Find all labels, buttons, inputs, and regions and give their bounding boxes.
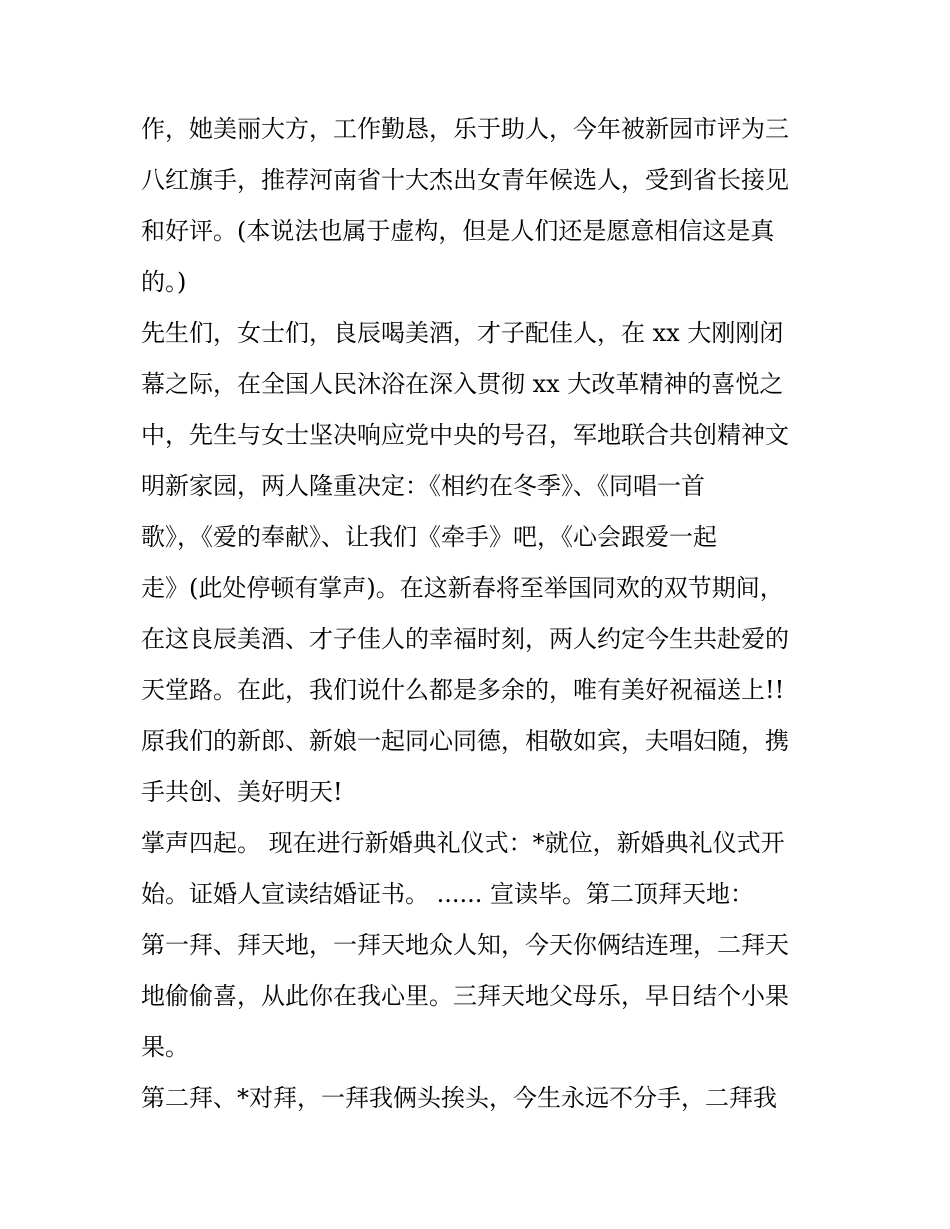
text-line: 在这良辰美酒、才子佳人的幸福时刻，两人约定今生共赴爱的: [141, 625, 789, 653]
text-line: 第二拜、*对拜，一拜我俩头挨头，今生永远不分手，二拜我: [141, 1084, 777, 1112]
text-line: 果。: [141, 1033, 189, 1061]
text-line: 手共创、美好明天!: [141, 778, 343, 806]
text-line: 和好评。(本说法也属于虚构，但是人们还是愿意相信这是真: [141, 217, 775, 245]
text-line: 的。): [141, 268, 187, 296]
text-line: 地偷偷喜，从此你在我心里。三拜天地父母乐，早日结个小果: [141, 982, 789, 1010]
text-line: 八红旗手，推荐河南省十大杰出女青年候选人，受到省长接见: [141, 166, 789, 194]
text-line: 作，她美丽大方，工作勤恳，乐于助人，今年被新园市评为三: [141, 115, 789, 143]
text-line: 掌声四起。 现在进行新婚典礼仪式：*就位，新婚典礼仪式开: [141, 829, 785, 857]
text-line: 歌》，《爱的奉献》、让我们《牵手》吧，《心会跟爱一起: [141, 523, 717, 551]
text-line: 明新家园，两人隆重决定：《相约在冬季》、《同唱一首: [141, 472, 705, 500]
text-line: 原我们的新郎、新娘一起同心同德，相敬如宾，夫唱妇随，携: [141, 727, 789, 755]
text-line: 始。证婚人宣读结婚证书。 ...... 宣读毕。第二顶拜天地：: [141, 880, 755, 908]
text-line: 幕之际，在全国人民沐浴在深入贯彻 xx 大改革精神的喜悦之: [141, 370, 784, 398]
text-line: 走》(此处停顿有掌声)。在这新春将至举国同欢的双节期间，: [141, 574, 784, 602]
text-line: 第一拜、拜天地，一拜天地众人知，今天你俩结连理，二拜天: [141, 931, 789, 959]
text-line: 先生们，女士们，良辰喝美酒，才子配佳人，在 xx 大刚刚闭: [141, 319, 784, 347]
text-line: 中，先生与女士坚决响应党中央的号召，军地联合共创精神文: [141, 421, 789, 449]
text-line: 天堂路。在此，我们说什么都是多余的，唯有美好祝福送上!!: [141, 676, 785, 704]
body-text: [141, 104, 821, 1124]
